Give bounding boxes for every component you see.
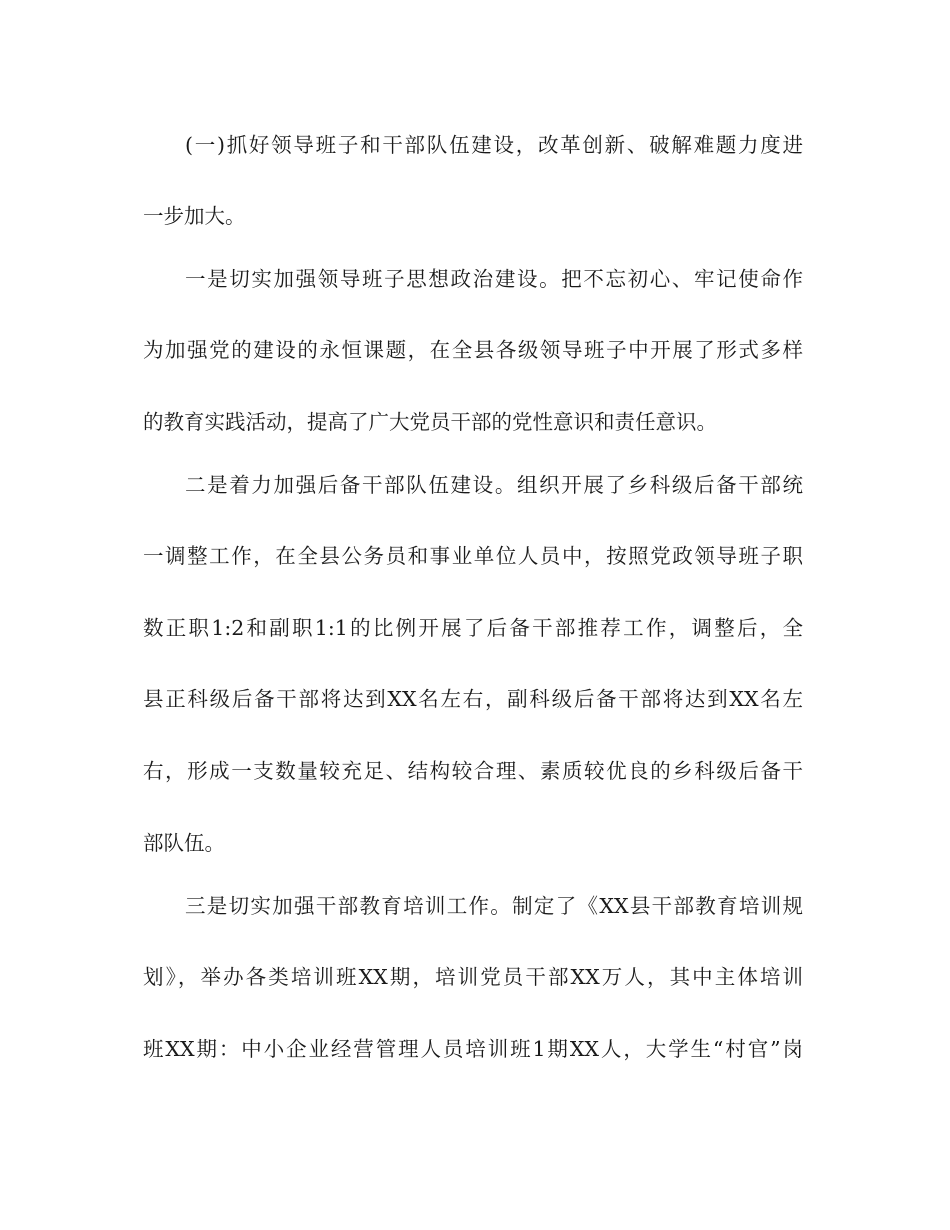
paragraph-2-line-3: 数正职1:2和副职1:1的比例开展了后备干部推荐工作，调整后，全 — [143, 616, 803, 640]
section-heading-line-1: (一)抓好领导班子和干部队伍建设，改革创新、破解难题力度进 — [185, 133, 803, 157]
paragraph-3-line-2: 划》，举办各类培训班XX期，培训党员干部XX万人，其中主体培训 — [143, 965, 803, 989]
paragraph-2-line-6: 部队伍。 — [143, 831, 225, 855]
paragraph-1-line-1: 一是切实加强领导班子思想政治建设。把不忘初心、牢记使命作 — [185, 267, 803, 291]
paragraph-1-line-2: 为加强党的建设的永恒课题，在全县各级领导班子中开展了形式多样 — [143, 338, 803, 362]
paragraph-2-line-5: 右，形成一支数量较充足、结构较合理、素质较优良的乡科级后备干 — [143, 759, 803, 783]
paragraph-3-line-1: 三是切实加强干部教育培训工作。制定了《XX县干部教育培训规 — [185, 894, 803, 918]
paragraph-3-line-3: 班XX期：中小企业经营管理人员培训班1期XX人，大学生“村官”岗 — [143, 1037, 803, 1061]
paragraph-2-line-1: 二是着力加强后备干部队伍建设。组织开展了乡科级后备干部统 — [185, 473, 803, 497]
paragraph-2-line-2: 一调整工作，在全县公务员和事业单位人员中，按照党政领导班子职 — [143, 544, 803, 568]
paragraph-1-line-3: 的教育实践活动，提高了广大党员干部的党性意识和责任意识。 — [143, 410, 717, 434]
paragraph-2-line-4: 县正科级后备干部将达到XX名左右，副科级后备干部将达到XX名左 — [143, 687, 803, 711]
section-heading-line-2: 一步加大。 — [143, 204, 246, 228]
